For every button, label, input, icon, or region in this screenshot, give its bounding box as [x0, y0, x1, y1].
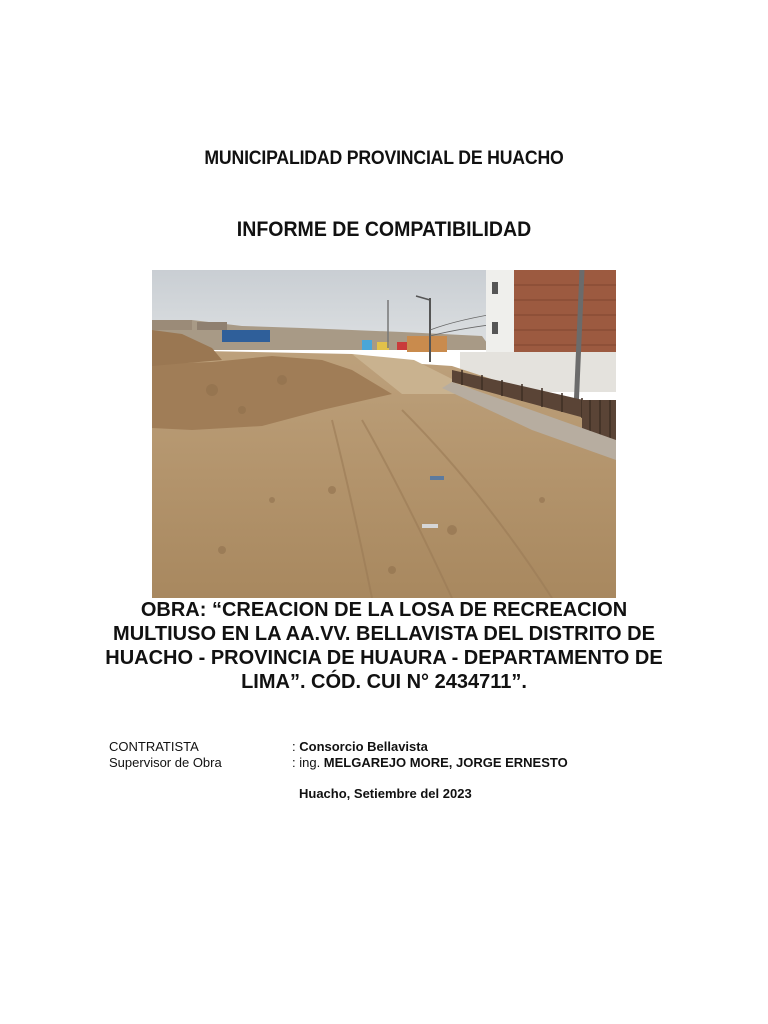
contratista-value-wrap	[292, 739, 428, 754]
institution-title: MUNICIPALIDAD PROVINCIAL DE HUACHO	[204, 148, 564, 169]
supervisor-label: Supervisor de Obra	[109, 755, 222, 770]
contratista-prefix: :	[292, 739, 300, 754]
project-description	[96, 598, 672, 694]
site-photo	[152, 270, 616, 598]
contratista-label: CONTRATISTA	[109, 739, 199, 754]
place-date: Huacho, Setiembre del 2023	[299, 786, 472, 801]
supervisor-value-wrap	[292, 755, 568, 770]
contratista-value: Consorcio Bellavista	[299, 739, 428, 754]
project-line: LIMA”. CÓD. CUI N° 2434711”.	[241, 671, 527, 693]
report-title: INFORME DE COMPATIBILIDAD	[236, 218, 532, 241]
project-line: OBRA: “CREACION DE LA LOSA DE RECREACION	[140, 599, 628, 621]
project-line: MULTIUSO EN LA AA.VV. BELLAVISTA DEL DISTRITO DE	[113, 623, 655, 645]
project-line: HUACHO - PROVINCIA DE HUAURA - DEPARTAMENTO DE	[105, 647, 663, 669]
supervisor-prefix: : ing.	[292, 755, 324, 770]
supervisor-value: MELGAREJO MORE, JORGE ERNESTO	[323, 755, 568, 770]
